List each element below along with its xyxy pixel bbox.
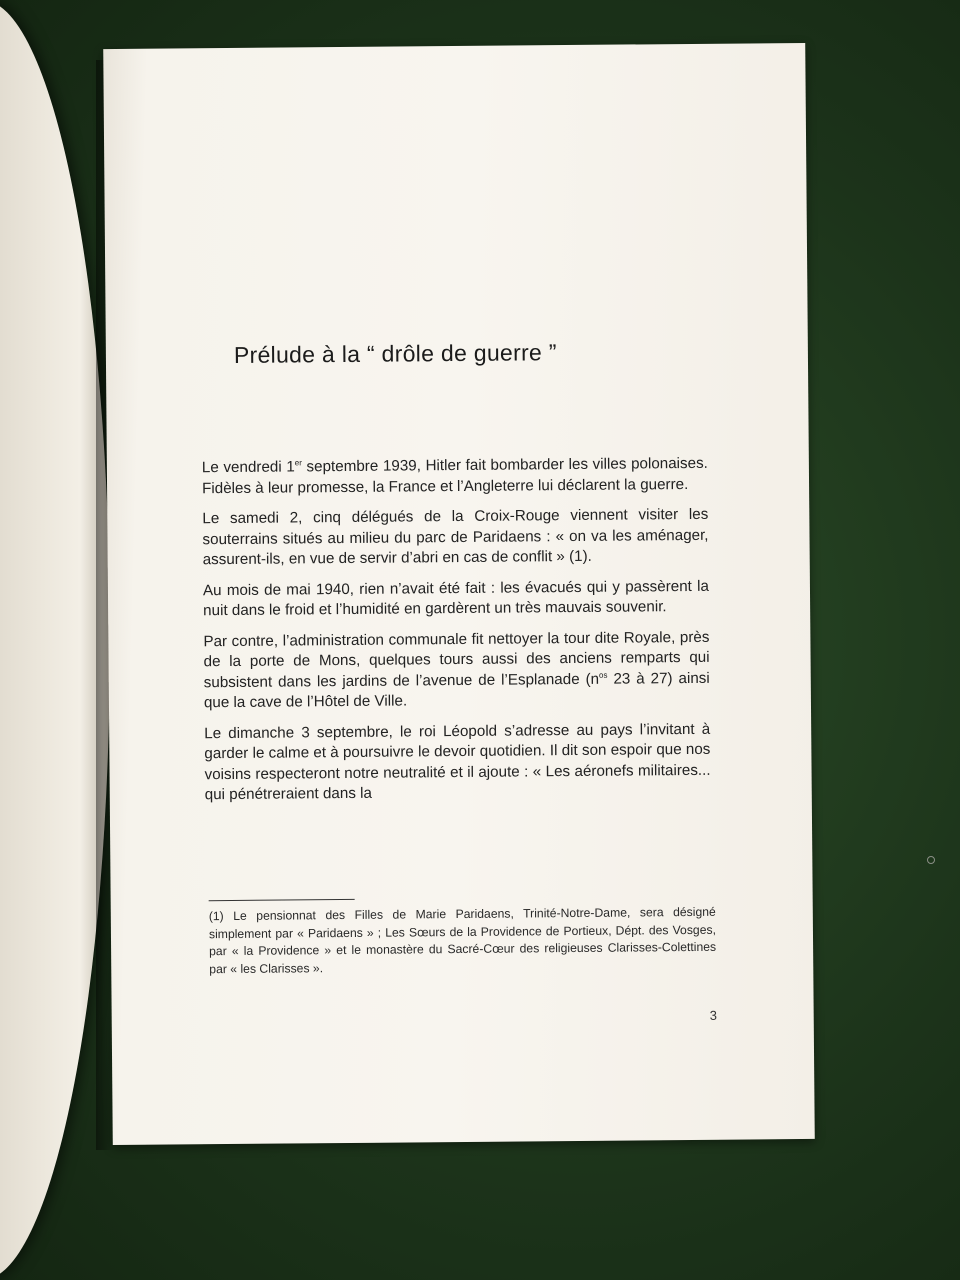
paragraph-1-end: septembre 1939, Hitler fait bombarder les villes polonaises. Fidèles à leur promesse, la France et l’Angleterre lui déclarent la guerre. (201, 454, 708, 497)
paragraph-5: Le dimanche 3 septembre, le roi Léopold s’adresse au pays l’invitant à garder le calme et à poursuivre le devoir quotidien. Il dit son espoir que nos voisins respecteront notre neutralité et il ajoute : « Les aéronefs militaires... qui pénétreraient dans la (204, 720, 711, 804)
paragraph-2: Le samedi 2, cinq délégués de la Croix-Rouge viennent visiter les souterrains situés au milieu du parc de Paridaens : « on va les aménager, assurent-ils, en vue de servir d’abri en cas de conflit » (1). (202, 505, 709, 569)
paragraph-4 (203, 627, 710, 713)
pin-hole-icon (927, 856, 935, 864)
chapter-title: Prélude à la “ drôle de guerre ” (233, 339, 557, 368)
page-number: 3 (709, 1007, 717, 1023)
paragraph-3: Au mois de mai 1940, rien n’avait été fait : les évacués qui y passèrent la nuit dans le froid et l’humidité en gardèrent un très mauvais souvenir. (202, 577, 710, 620)
paragraph-1-start: Le vendredi 1 (201, 458, 295, 477)
paragraph-4-end: 23 à 27) ainsi que la cave de l’Hôtel de Ville. (203, 669, 710, 712)
body-text (202, 454, 711, 816)
paragraph-1 (202, 454, 708, 499)
paragraph-4-start: Par contre, l’administration communale fit nettoyer la tour dite Royale, près de la porte de Mons, quelques tours aussi des anciens remparts qui subsistent dans les jardins de l’avenue de l’Esplanade (n (203, 628, 710, 691)
footnote: (1) Le pensionnat des Filles de Marie Paridaens, Trinité-Notre-Dame, sera désigné simplement par « Paridaens » ; Les Sœurs de la Providence de Portieux, Dépt. des Vosges, par « la Providence » et le monastère du Sacré-Cœur des religieuses Clarisses-Colettines par « les Clarisses ». (208, 904, 717, 976)
ordinal-superscript: er (294, 458, 302, 468)
book-page (103, 43, 815, 1145)
footnote-rule (209, 899, 355, 901)
numero-superscript: os (598, 670, 608, 680)
